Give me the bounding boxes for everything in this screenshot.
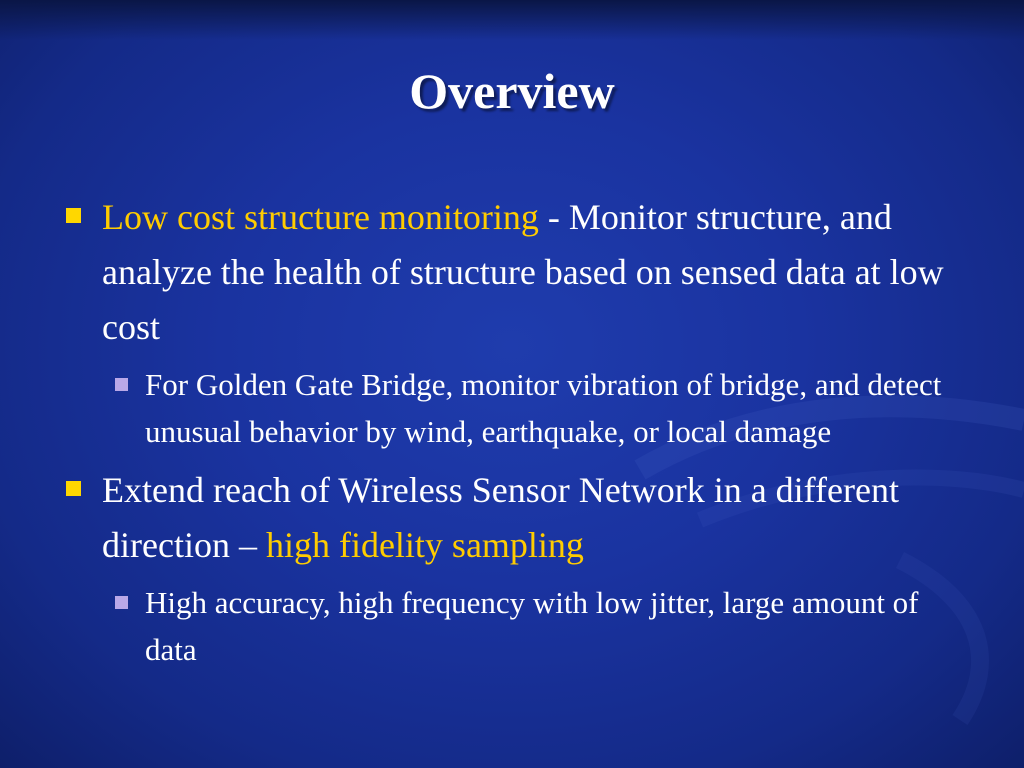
bullet-highlight: Low cost structure monitoring — [102, 197, 539, 237]
bullet-item — [60, 190, 950, 355]
square-bullet-icon — [66, 481, 81, 496]
bullet-item — [60, 463, 950, 573]
sub-bullet-text: High accuracy, high frequency with low jitter, large amount of data — [145, 585, 919, 667]
bullet-text: Extend reach of Wireless Sensor Network in a different direction – — [102, 470, 899, 565]
square-sub-bullet-icon — [115, 378, 128, 391]
bullet-highlight: high fidelity sampling — [265, 525, 584, 565]
bullet-list — [60, 190, 950, 681]
slide-title: Overview — [409, 63, 615, 119]
sub-bullet-item — [105, 579, 950, 673]
square-sub-bullet-icon — [115, 596, 128, 609]
sub-bullet-text: For Golden Gate Bridge, monitor vibration of bridge, and detect unusual behavior by wind, earthquake, or local damage — [145, 367, 942, 449]
bullet-text: - Monitor structure, and analyze the health of structure based on sensed data at low cost — [102, 197, 944, 347]
square-bullet-icon — [66, 208, 81, 223]
sub-bullet-item — [105, 361, 950, 455]
